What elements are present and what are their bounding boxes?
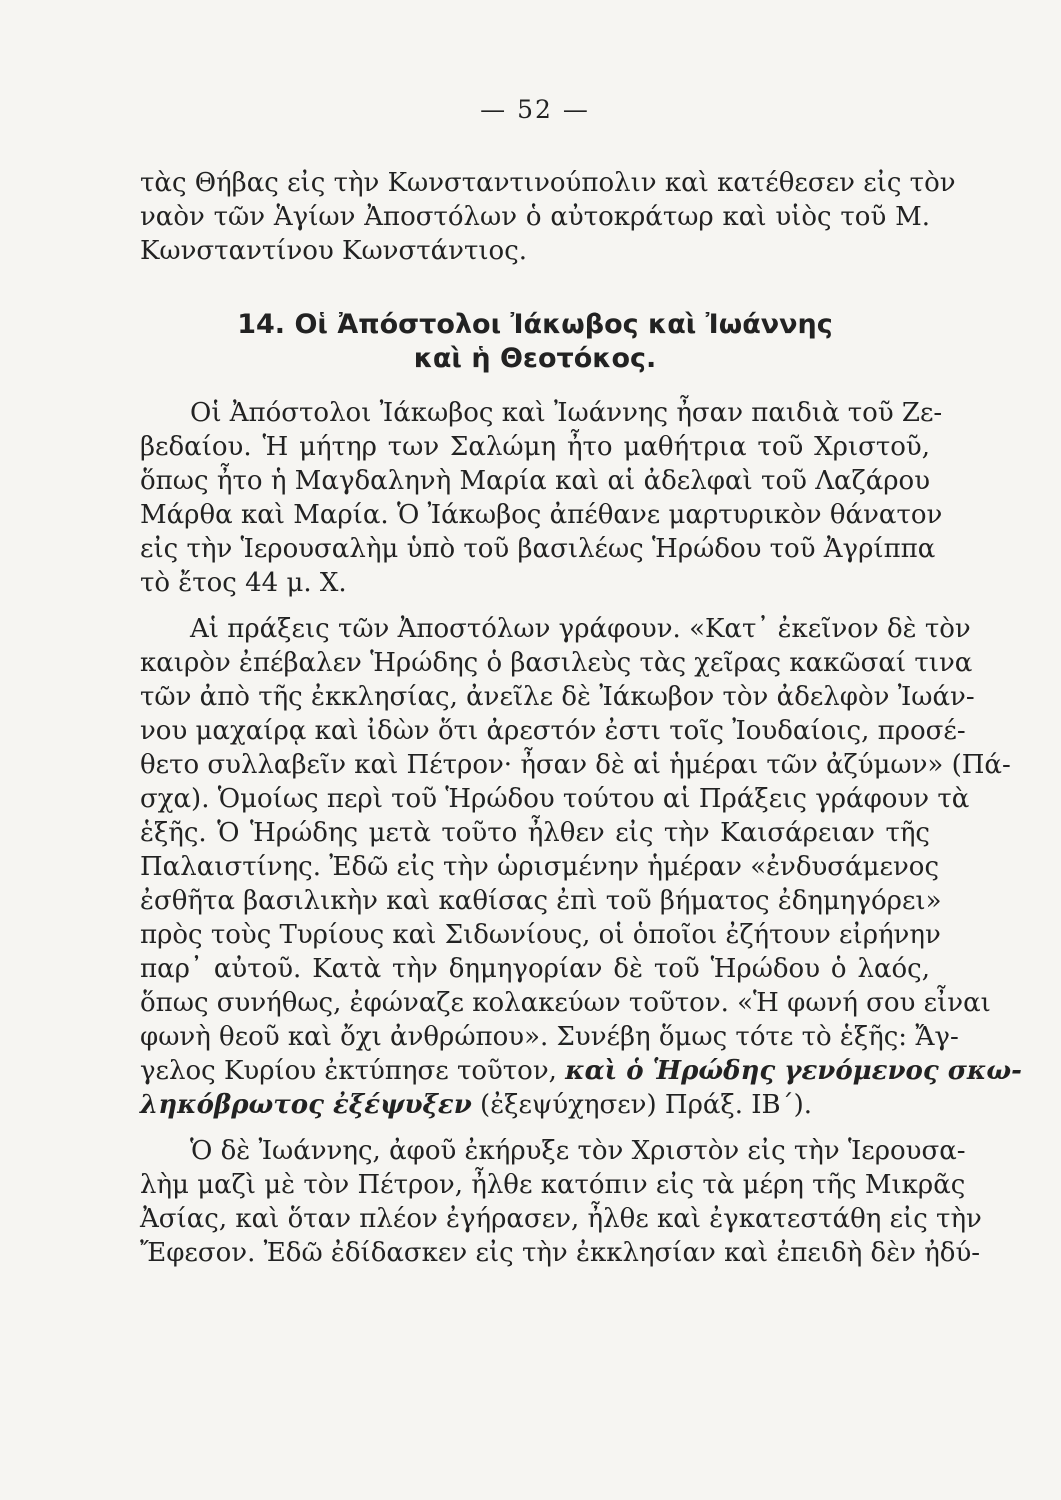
book-page [140,95,1022,1282]
text-line: ἐσθῆτα βασιλικὴν καὶ καθίσας ἐπὶ τοῦ βήματος ἐδημηγόρει» [140,886,942,916]
text-line: πρὸς τοὺς Τυρίους καὶ Σιδωνίους, οἱ ὁποῖοι ἐζήτουν εἰρήνην [140,920,941,950]
text-line: Κωνσταντίνου Κωνστάντιος. [140,236,528,266]
paragraph-1 [140,396,943,600]
text-line-mixed [140,1054,1022,1088]
text-line: τὰς Θήβας εἰς τὴν Κωνσταντινούπολιν καὶ κατέθεσεν εἰς τὸν [140,168,956,198]
section-heading: 14. Οἱ Ἀπόστολοι Ἰάκωβος καὶ Ἰωάννης [237,309,833,340]
text-line: Παλαιστίνης. Ἐδῶ εἰς τὴν ὡρισμένην ἡμέραν «ἐνδυσάμενος [140,852,940,882]
text-line: τὸ ἔτος 44 μ. Χ. [140,568,347,598]
paragraph-2 [140,612,1022,1122]
text-line: λὴμ μαζὶ μὲ τὸν Πέτρον, ἦλθε κατόπιν εἰς τὰ μέρη τῆς Μικρᾶς [140,1170,966,1200]
text-line: Ἔφεσον. Ἐδῶ ἐδίδασκεν εἰς τὴν ἐκκλησίαν καὶ ἐπειδὴ δὲν ἠδύ- [140,1238,981,1268]
text-line-mixed [140,1088,930,1122]
text-line: βεδαίου. Ἡ μήτηρ των Σαλώμη ἦτο μαθήτρια τοῦ Χριστοῦ, [140,432,930,462]
text-line: Ἀσίας, καὶ ὅταν πλέον ἐγήρασεν, ἦλθε καὶ ἐγκατεστάθη εἰς τὴν [140,1204,982,1234]
text-line: σχα). Ὁμοίως περὶ τοῦ Ἡρώδου τούτου αἱ Πράξεις γράφουν τὰ [140,784,970,814]
page-number: — 52 — [480,95,590,124]
text-line: φωνὴ θεοῦ καὶ ὄχι ἀνθρώπου». Συνέβη ὅμως τότε τὸ ἑξῆς: Ἄγ- [140,1022,959,1052]
text-line: καιρὸν ἐπέβαλεν Ἡρώδης ὁ βασιλεὺς τὰς χεῖρας κακῶσαί τινα [140,648,973,678]
emphasis-text: καὶ ὁ Ἡρώδης γενόμενος σκω- [565,1056,1022,1086]
text-line: εἰς τὴν Ἱερουσαλὴμ ὑπὸ τοῦ βασιλέως Ἡρώδου τοῦ Ἀγρίππα [140,534,936,564]
text-line: Μάρθα καὶ Μαρία. Ὁ Ἰάκωβος ἀπέθανε μαρτυρικὸν θάνατον [140,500,943,530]
text-line: ναὸν τῶν Ἁγίων Ἀποστόλων ὁ αὐτοκράτωρ καὶ υἱὸς τοῦ Μ. [140,202,930,232]
text-line: Ὁ δὲ Ἰωάννης, ἀφοῦ ἐκήρυξε τὸν Χριστὸν εἰς τὴν Ἱερουσα- [190,1136,966,1166]
text-line: τῶν ἀπὸ τῆς ἐκκλησίας, ἀνεῖλε δὲ Ἰάκωβον τὸν ἀδελφὸν Ἰωάν- [140,682,975,712]
text-line: παρ᾽ αὐτοῦ. Κατὰ τὴν δημηγορίαν δὲ τοῦ Ἡρώδου ὁ λαός, [140,954,930,984]
paragraph-3 [140,1134,982,1270]
text-line: Οἱ Ἀπόστολοι Ἰάκωβος καὶ Ἰωάννης ἦσαν παιδιὰ τοῦ Ζε- [190,398,943,428]
plain-text: γελος Κυρίου ἐκτύπησε τοῦτον, [140,1056,566,1086]
section-heading-continued: καὶ ἡ Θεοτόκος. [413,343,657,374]
text-line: ὅπως συνήθως, ἐφώναζε κολακεύων τοῦτον. «Ἡ φωνή σου εἶναι [140,988,991,1018]
text-line: ὅπως ἦτο ἡ Μαγδαληνὴ Μαρία καὶ αἱ ἀδελφαὶ τοῦ Λαζάρου [140,466,930,496]
text-line: θετο συλλαβεῖν καὶ Πέτρον· ἦσαν δὲ αἱ ἡμέραι τῶν ἀζύμων» (Πά- [140,750,1011,780]
text-line: νου μαχαίρᾳ καὶ ἰδὼν ὅτι ἀρεστόν ἐστι τοῖς Ἰουδαίοις, προσέ- [140,716,966,746]
text-line: ἑξῆς. Ὁ Ἡρώδης μετὰ τοῦτο ἦλθεν εἰς τὴν Καισάρειαν τῆς [140,818,930,848]
plain-text: (ἐξεψύχησεν) Πράξ. ΙΒ΄). [471,1090,813,1120]
text-line: Αἱ πράξεις τῶν Ἀποστόλων γράφουν. «Κατ᾽ ἐκεῖνον δὲ τὸν [190,614,971,644]
emphasis-text: ληκόβρωτος ἐξέψυξεν [140,1090,472,1120]
intro-paragraph [140,166,956,268]
